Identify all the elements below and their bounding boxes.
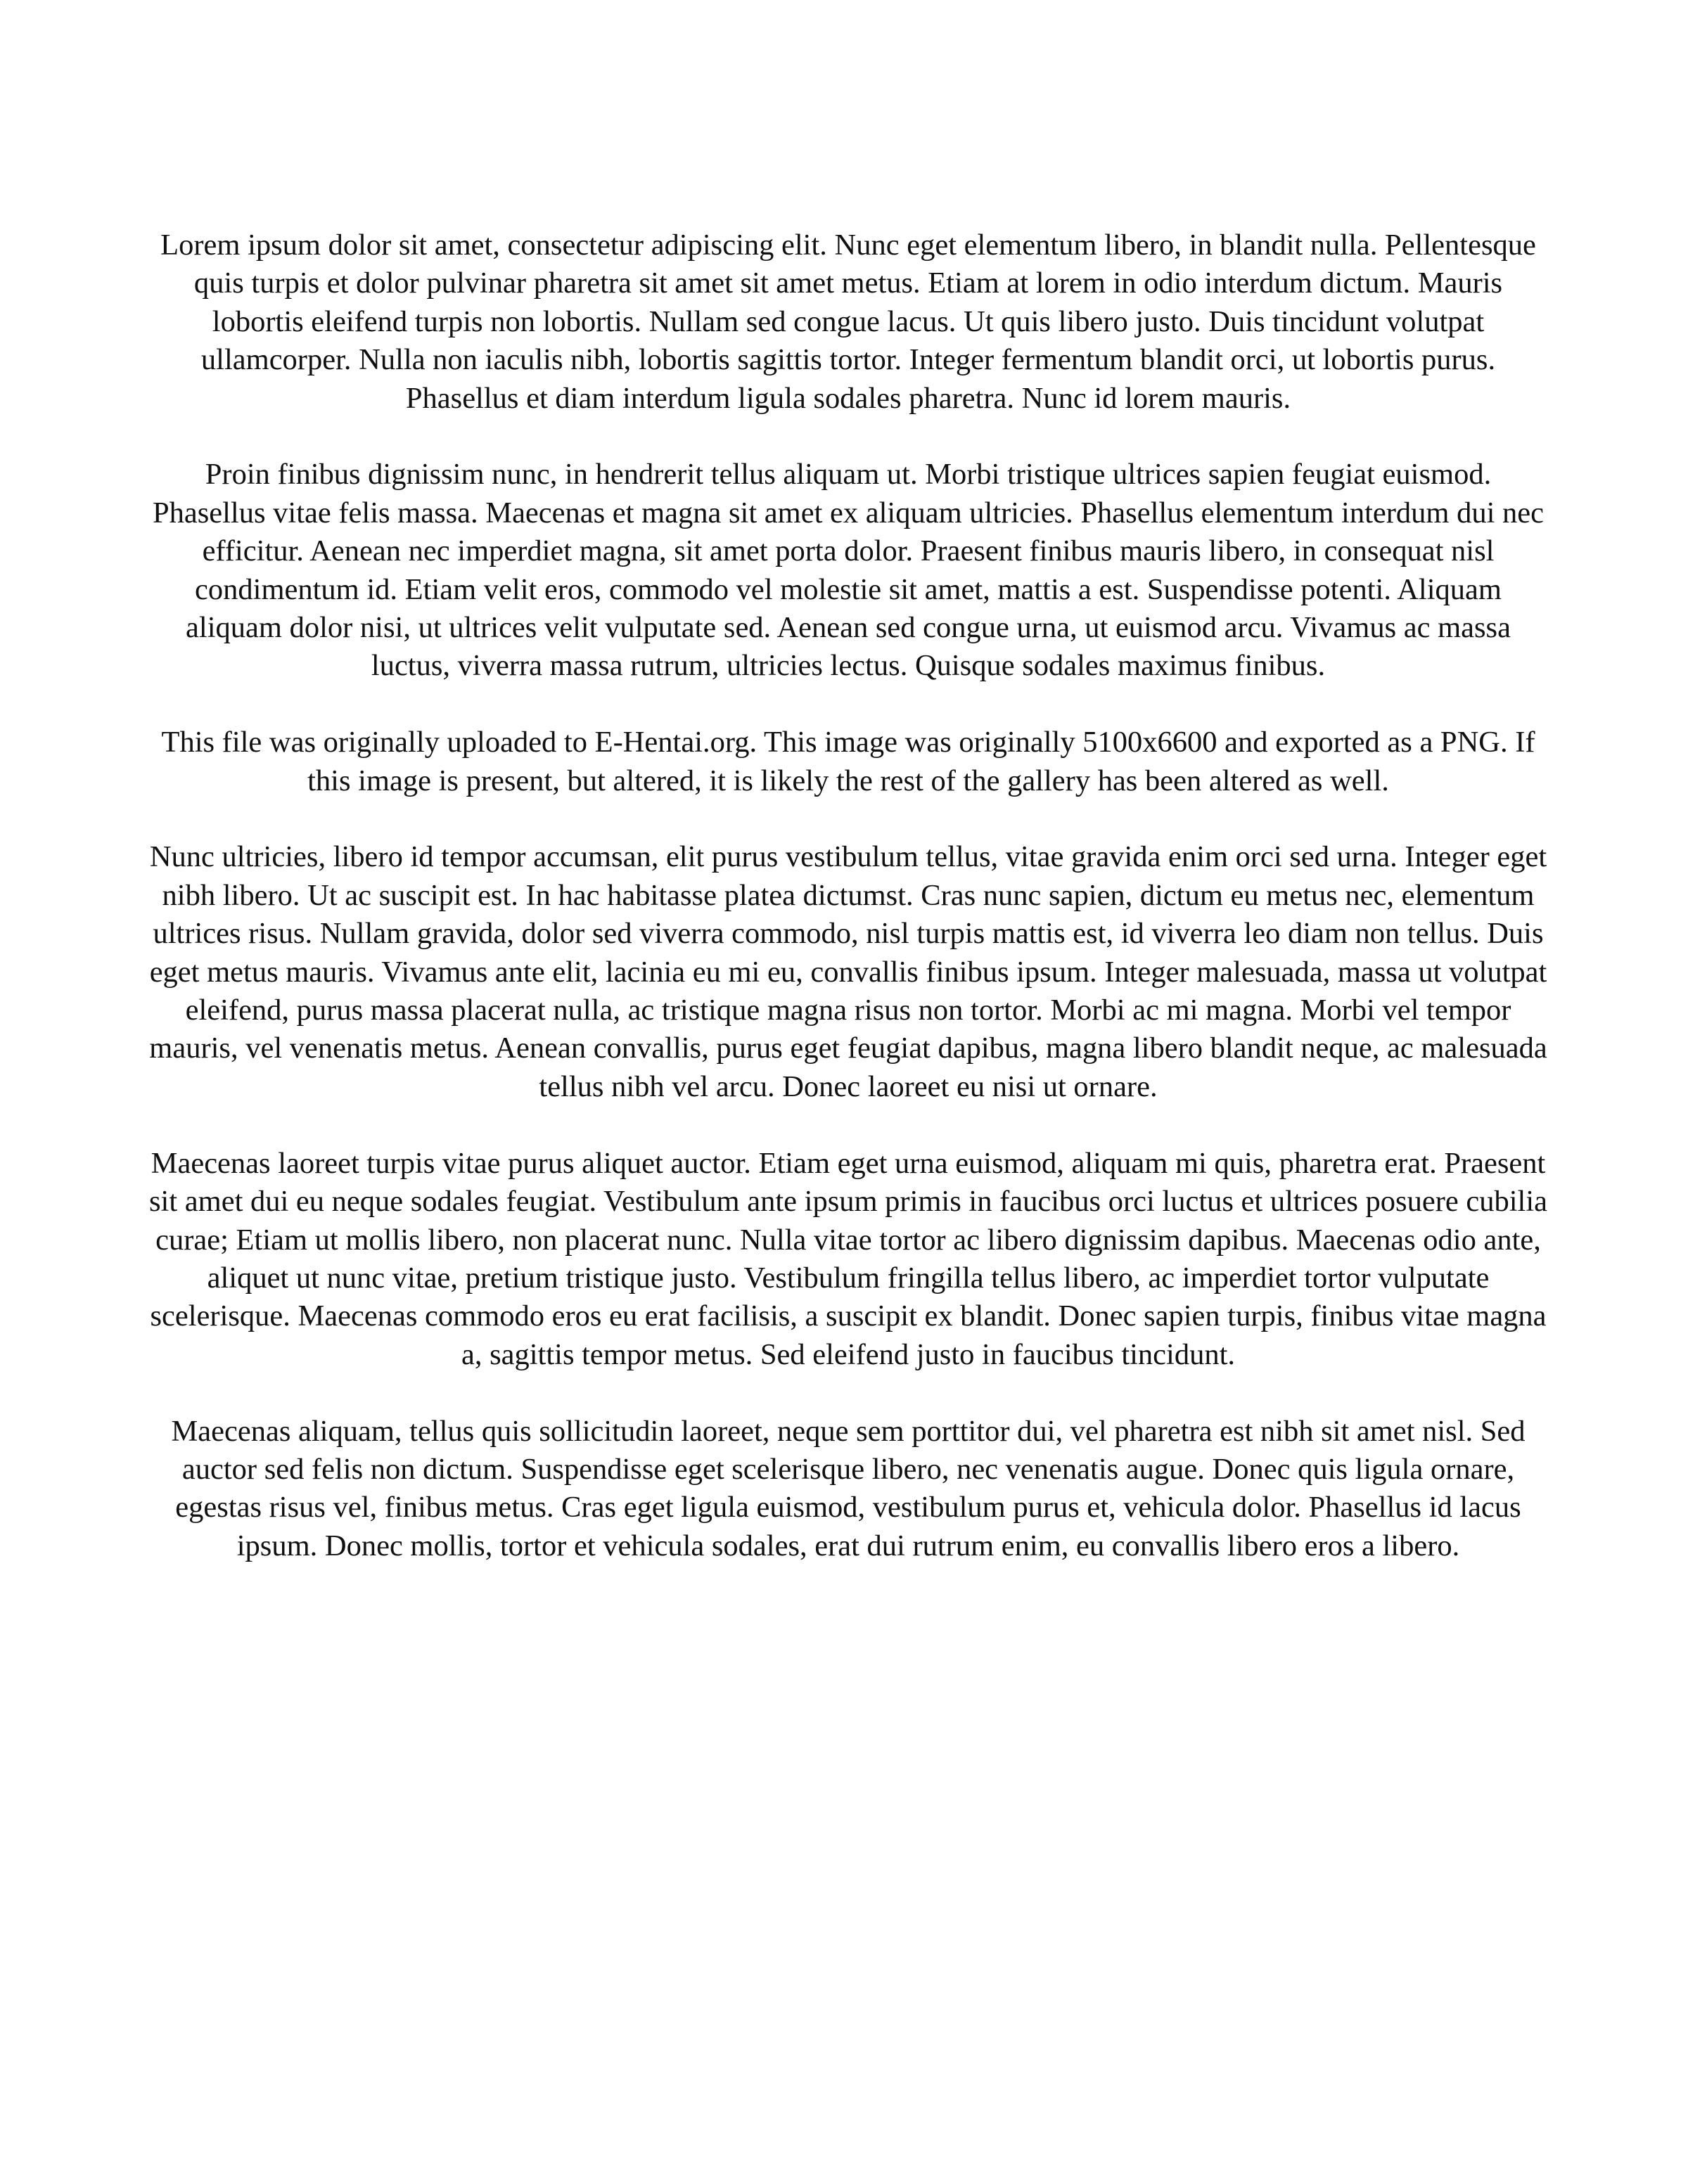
paragraph-4: Nunc ultricies, libero id tempor accumsan, elit purus vestibulum tellus, vitae gravida enim orci sed urna. Integer eget nibh libero. Ut ac suscipit est. In hac habitasse platea dictumst. Cras nunc sapien, dictum eu metus nec, elementum ultrices risus. Nullam gravida, dolor sed viverra commodo, nisl turpis mattis est, id viverra leo diam non tellus. Duis eget metus mauris. Vivamus ante elit, lacinia eu mi eu, convallis finibus ipsum. Integer malesuada, massa ut volutpat eleifend, purus massa placerat nulla, ac tristique magna risus non tortor. Morbi ac mi magna. Morbi vel tempor mauris, vel venenatis metus. Aenean convallis, purus eget feugiat dapibus, magna libero blandit neque, ac malesuada tellus nibh vel arcu. Donec laoreet eu nisi ut ornare. (149, 840, 1547, 1103)
paragraph-1: Lorem ipsum dolor sit amet, consectetur adipiscing elit. Nunc eget elementum libero, in blandit nulla. Pellentesque quis turpis et dolor pulvinar pharetra sit amet sit amet metus. Etiam at lorem in odio interdum dictum. Mauris lobortis eleifend turpis non lobortis. Nullam sed congue lacus. Ut quis libero justo. Duis tincidunt volutpat ullamcorper. Nulla non iaculis nibh, lobortis sagittis tortor. Integer fermentum blandit orci, ut lobortis purus. Phasellus et diam interdum ligula sodales pharetra. Nunc id lorem mauris. (160, 229, 1536, 415)
document-body (149, 226, 1547, 1565)
paragraph-3-upload-notice: This file was originally uploaded to E-Hentai.org. This image was originally 5100x6600 and exported as a PNG. If this image is present, but altered, it is likely the rest of the gallery has been altered as well. (161, 726, 1535, 797)
paragraph-2: Proin finibus dignissim nunc, in hendrerit tellus aliquam ut. Morbi tristique ultrices sapien feugiat euismod. Phasellus vitae felis massa. Maecenas et magna sit amet ex aliquam ultricies. Phasellus elementum interdum dui nec efficitur. Aenean nec imperdiet magna, sit amet porta dolor. Praesent finibus mauris libero, in consequat nisl condimentum id. Etiam velit eros, commodo vel molestie sit amet, mattis a est. Suspendisse potenti. Aliquam aliquam dolor nisi, ut ultrices velit vulputate sed. Aenean sed congue urna, ut euismod arcu. Vivamus ac massa luctus, viverra massa rutrum, ultricies lectus. Quisque sodales maximus finibus. (152, 458, 1545, 683)
paragraph-6: Maecenas aliquam, tellus quis sollicitudin laoreet, neque sem porttitor dui, vel pharetra est nibh sit amet nisl. Sed auctor sed felis non dictum. Suspendisse eget scelerisque libero, nec venenatis augue. Donec quis ligula ornare, egestas risus vel, finibus metus. Cras eget ligula euismod, vestibulum purus et, vehicula dolor. Phasellus id lacus ipsum. Donec mollis, tortor et vehicula sodales, erat dui rutrum enim, eu convallis libero eros a libero. (171, 1414, 1526, 1562)
paragraph-5: Maecenas laoreet turpis vitae purus aliquet auctor. Etiam eget urna euismod, aliquam mi quis, pharetra erat. Praesent sit amet dui eu neque sodales feugiat. Vestibulum ante ipsum primis in faucibus orci luctus et ultrices posuere cubilia curae; Etiam ut mollis libero, non placerat nunc. Nulla vitae tortor ac libero dignissim dapibus. Maecenas odio ante, aliquet ut nunc vitae, pretium tristique justo. Vestibulum fringilla tellus libero, ac imperdiet tortor vulputate scelerisque. Maecenas commodo eros eu erat facilisis, a suscipit ex blandit. Donec sapien turpis, finibus vitae magna a, sagittis tempor metus. Sed eleifend justo in faucibus tincidunt. (149, 1146, 1547, 1371)
